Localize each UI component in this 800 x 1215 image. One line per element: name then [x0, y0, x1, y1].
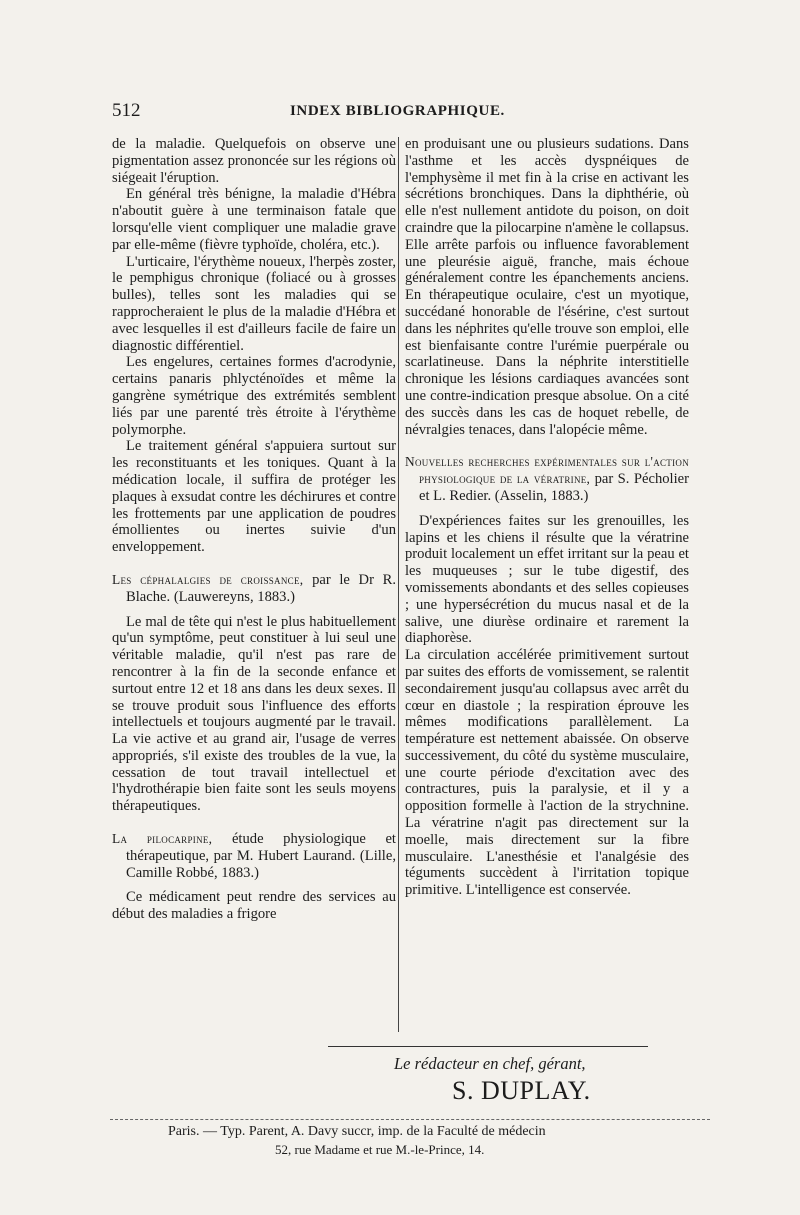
- paragraph: Le mal de tête qui n'est le plus habituellement qu'un symptôme, peut constituer à lui seul une véritable maladie, qu'il n'est pas rare de rencontrer à la fin de la seconde enfance et surtout entre 12 et 18 ans dans les deux sexes. Il se trouve produit sous l'influence des efforts intellectuels et toujours augmenté par le travail. La vie active et au grand air, l'usage de verres appropriés, s'il existe des troubles de la vue, la cessation de tout travail intellectuel et l'hydrothérapie bien faite sont les seuls moyens thérapeutiques.: [112, 613, 396, 815]
- bibliography-entry-heading: [112, 572, 396, 606]
- bibliography-entry-heading: [112, 831, 396, 881]
- footer-rule: [110, 1119, 710, 1120]
- paragraph: de la maladie. Quelquefois on observe une pigmentation assez prononcée sur les régions où siégeait l'éruption.: [112, 136, 396, 186]
- signature-rule: [328, 1046, 648, 1047]
- entry-meta: par le Dr R. Blache. (Lauwereyns, 1883.): [126, 571, 396, 605]
- paragraph: En général très bénigne, la maladie d'Hébra n'aboutit guère à une terminaison fatale que lorsqu'elle vient compliquer une maladie grave par elle-même (fièvre typhoïde, choléra, etc.).: [112, 186, 396, 253]
- printer-address: 52, rue Madame et rue M.-le-Prince, 14.: [275, 1142, 485, 1157]
- paragraph: D'expériences faites sur les grenouilles, les lapins et les chiens il résulte que la vératrine produit localement un effet irritant sur la peau et les muqueuses ; sur le tube digestif, des vomissements abondants et des selles copieuses ; une hypersécrétion du mucus nasal et de la salive, une diurèse ordinaire et rarement la diaphorèse.: [405, 512, 689, 647]
- entry-meta: étude physiologique et thérapeutique, par M. Hubert Laurand. (Lille, Camille Robbé, 1883.): [126, 831, 396, 881]
- column-divider: [398, 137, 399, 1032]
- paragraph: en produisant une ou plusieurs sudations. Dans l'asthme et les accès dyspnéiques de l'emphysème il met fin à la crise en activant les sécrétions bronchiques. Dans la diphthérie, où elle n'est nullement antidote du poison, on doit craindre que la pilocarpine n'amène le collapsus. Elle arrête parfois ou influence favorablement une pleurésie aiguë, franche, mais échoue généralement contre les épanchements anciens. En thérapeutique oculaire, c'est un myotique, succédané honorable de l'ésérine, c'est surtout dans les néphrites qu'elle trouve son emploi, elle est bienfaisante contre l'urémie puerpérale ou scarlatineuse. Dans la néphrite interstitielle chronique les lésions cardiaques avancées sont une contre-indication presque absolue. On a cité des succès dans les cas de hoquet rebelle, de névralgies tenaces, dans l'alopécie même.: [405, 136, 689, 438]
- entry-title: Nouvelles recherches expérimentales sur l'action physiologique de la vératrine,: [405, 454, 689, 487]
- signature-name: S. DUPLAY.: [452, 1076, 591, 1105]
- entry-meta: par S. Pécholier et L. Redier. (Asselin, 1883.): [419, 471, 689, 504]
- paragraph: L'urticaire, l'érythème noueux, l'herpès zoster, le pemphigus chronique (foliacé ou à grosses bulles), telles sont les maladies qui se rapprocheraient le plus de la maladie d'Hébra et avec lesquelles il est d'ailleurs facile de faire un diagnostic différentiel.: [112, 253, 396, 354]
- printer-imprint: Paris. — Typ. Parent, A. Davy succr, imp. de la Faculté de médecin: [168, 1124, 546, 1139]
- running-head: INDEX BIBLIOGRAPHIQUE.: [290, 103, 505, 119]
- paragraph: Les engelures, certaines formes d'acrodynie, certains panaris phlycténoïdes et même la gangrène symétrique des extrémités semblent liés par une parenté très étroite à l'érythème polymorphe.: [112, 354, 396, 438]
- right-column: [405, 136, 689, 899]
- paragraph: La circulation accélérée primitivement surtout par suites des efforts de vomissement, se ralentit secondairement jusqu'au collapsus avec arrêt du cœur en diastole ; la respiration éprouve les mêmes modifications parallèlement. La température est nettement abaissée. On observe successivement, du côté du système musculaire, une courte période d'excitation avec des contractures, puis la paralysie, et il y a opposition formelle à l'action de la strychnine. La vératrine n'agit pas directement sur la moelle, mais directement sur la fibre musculaire. L'anesthésie et l'analgésie des téguments succèdent à l'irritation topique primitive. L'intelligence est conservée.: [405, 647, 689, 899]
- signature-role: Le rédacteur en chef, gérant,: [394, 1054, 586, 1073]
- left-column: [112, 136, 396, 923]
- page-number: 512: [112, 100, 141, 121]
- paragraph: Ce médicament peut rendre des services au début des maladies a frigore: [112, 889, 396, 923]
- paragraph: Le traitement général s'appuiera surtout sur les reconstituants et les toniques. Quant à la médication locale, il suffira de protéger les plaques à exsudat contre les déchirures et contre les frottements par une application de poudres émollientes ou inertes suivie d'un enveloppement.: [112, 438, 396, 556]
- entry-title: La pilocarpine,: [112, 831, 213, 847]
- entry-title: Les céphalalgies de croissance,: [112, 571, 304, 587]
- bibliography-entry-heading: [405, 454, 689, 504]
